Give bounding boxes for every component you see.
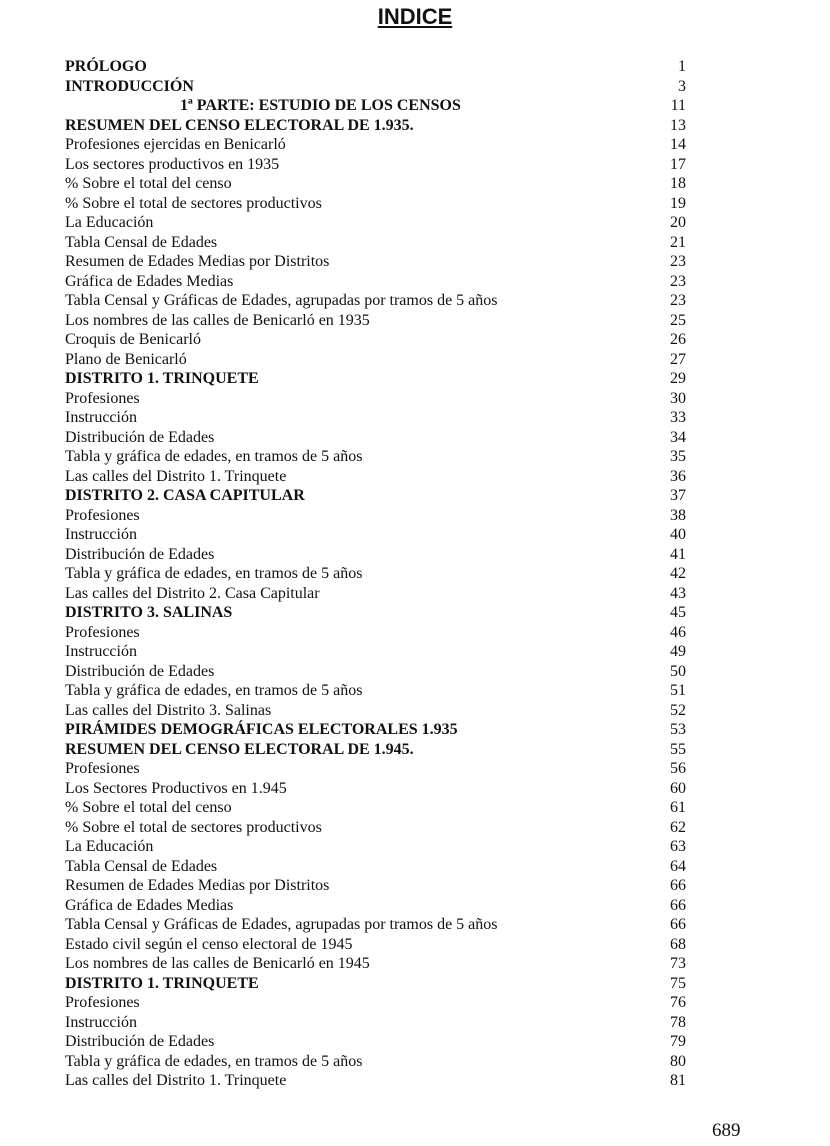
toc-entry-page: 79 [670,1033,686,1050]
toc-entry [0,876,830,896]
toc-entry-page: 73 [670,955,686,972]
toc-entry-title: INTRODUCCIÓN [65,77,194,95]
toc-entry [0,1052,830,1072]
toc-entry [0,798,830,818]
table-of-contents [0,57,830,1091]
toc-entry-title: La Educación [65,214,154,231]
toc-entry [0,1013,830,1033]
toc-entry [0,116,830,136]
toc-entry [0,486,830,506]
toc-entry [0,662,830,682]
toc-entry [0,330,830,350]
toc-entry [0,272,830,292]
toc-entry [0,740,830,760]
toc-entry [0,623,830,643]
toc-entry-page: 17 [670,155,686,173]
toc-entry-page: 25 [670,311,686,329]
toc-entry-title: DISTRITO 2. CASA CAPITULAR [65,487,305,504]
toc-entry-title: Las calles del Distrito 2. Casa Capitular [65,584,320,602]
toc-entry [0,213,830,233]
toc-entry-page: 37 [670,487,686,504]
toc-entry-page: 52 [670,701,686,719]
toc-entry-page: 51 [670,682,686,699]
toc-entry-title: Distribución de Edades [65,1033,215,1050]
toc-entry-title: Tabla Censal de Edades [65,233,218,251]
toc-entry [0,194,830,214]
toc-entry-title: Tabla y gráfica de edades, en tramos de 5 años [65,682,363,699]
toc-entry-page: 55 [670,740,686,758]
toc-entry-title: Croquis de Benicarló [65,331,201,348]
toc-entry-title: Resumen de Edades Medias por Distritos [65,253,330,270]
toc-entry-title: PIRÁMIDES DEMOGRÁFICAS ELECTORALES 1.935 [65,721,458,738]
toc-entry [0,428,830,448]
toc-entry-title: Distribución de Edades [65,662,215,680]
toc-entry [0,681,830,701]
toc-entry-page: 49 [670,643,686,660]
toc-entry-page: 23 [670,253,686,270]
toc-entry [0,369,830,389]
toc-entry [0,1071,830,1091]
toc-entry [0,954,830,974]
toc-entry-title: DISTRITO 3. SALINAS [65,604,233,621]
toc-entry [0,603,830,623]
toc-entry-page: 50 [670,662,686,680]
toc-entry [0,837,830,857]
toc-entry-page: 19 [670,194,686,212]
toc-entry [0,564,830,584]
toc-entry [0,233,830,253]
toc-entry-page: 66 [670,896,686,914]
toc-entry-title: RESUMEN DEL CENSO ELECTORAL DE 1.945. [65,740,414,758]
toc-entry-page: 66 [670,916,686,933]
toc-entry-page: 21 [670,233,686,251]
toc-entry-title: Instrucción [65,643,137,660]
toc-entry-title: Tabla y gráfica de edades, en tramos de 5 años [65,1052,363,1070]
toc-entry-page: 1 [678,58,686,75]
toc-entry-title: % Sobre el total del censo [65,175,232,192]
toc-entry-page: 81 [670,1072,686,1089]
toc-entry-page: 36 [670,467,686,485]
toc-entry-page: 30 [670,389,686,407]
toc-entry-title: Instrucción [65,526,137,543]
toc-entry-title: Profesiones [65,506,140,524]
page-title: INDICE [377,4,453,29]
toc-entry-title: % Sobre el total de sectores productivos [65,194,322,212]
toc-entry-page: 38 [670,506,686,524]
toc-entry-title: DISTRITO 1. TRINQUETE [65,974,259,992]
toc-entry-title: RESUMEN DEL CENSO ELECTORAL DE 1.935. [65,116,414,134]
toc-entry [0,506,830,526]
toc-entry-page: 26 [670,331,686,348]
toc-entry-title: Las calles del Distrito 3. Salinas [65,701,272,719]
toc-entry-title: % Sobre el total del censo [65,799,232,816]
toc-entry-title: Tabla Censal y Gráficas de Edades, agrupadas por tramos de 5 años [65,916,498,933]
toc-entry-title: Tabla Censal y Gráficas de Edades, agrupadas por tramos de 5 años [65,292,498,309]
toc-entry-title: Los Sectores Productivos en 1.945 [65,779,287,797]
toc-entry-title: Tabla y gráfica de edades, en tramos de 5 años [65,448,363,465]
toc-entry [0,252,830,272]
toc-entry-page: 76 [670,994,686,1011]
toc-entry-title: Distribución de Edades [65,545,215,563]
toc-entry-page: 61 [670,799,686,816]
toc-entry [0,311,830,331]
toc-entry-title: Estado civil según el censo electoral de 1945 [65,935,353,953]
toc-entry-title: Plano de Benicarló [65,350,187,368]
toc-entry-title: Las calles del Distrito 1. Trinquete [65,1072,287,1089]
toc-entry [0,720,830,740]
toc-entry [0,896,830,916]
toc-entry [0,759,830,779]
toc-entry [0,642,830,662]
toc-entry-page: 41 [670,545,686,563]
toc-entry [0,993,830,1013]
page-number: 689 [712,1120,741,1141]
toc-entry-title: Distribución de Edades [65,428,215,446]
toc-entry-page: 78 [670,1013,686,1031]
toc-entry-page: 23 [670,272,686,290]
toc-entry [0,96,830,116]
toc-entry [0,818,830,838]
toc-entry-page: 13 [670,116,686,134]
toc-entry-title: Los nombres de las calles de Benicarló en 1945 [65,955,370,972]
toc-entry-page: 46 [670,623,686,641]
toc-entry [0,525,830,545]
toc-entry-page: 56 [670,760,686,777]
toc-entry-title: % Sobre el total de sectores productivos [65,818,322,836]
toc-entry-page: 60 [670,779,686,797]
toc-entry [0,584,830,604]
toc-entry [0,1032,830,1052]
toc-entry-page: 63 [670,838,686,855]
toc-entry [0,291,830,311]
toc-entry-title: Instrucción [65,1013,137,1031]
toc-entry-page: 20 [670,214,686,231]
toc-entry [0,57,830,77]
toc-entry-page: 33 [670,409,686,426]
toc-entry-page: 23 [670,292,686,309]
toc-entry-title: Las calles del Distrito 1. Trinquete [65,467,287,485]
toc-entry [0,77,830,97]
toc-entry [0,408,830,428]
toc-entry-title: Profesiones ejercidas en Benicarló [65,136,286,153]
toc-entry-title: Profesiones [65,389,140,407]
toc-entry-title: Gráfica de Edades Medias [65,896,234,914]
toc-entry-title: Los nombres de las calles de Benicarló en 1935 [65,311,370,329]
toc-entry [0,350,830,370]
toc-entry [0,135,830,155]
toc-entry [0,155,830,175]
toc-entry-title: 1ª PARTE: ESTUDIO DE LOS CENSOS [180,97,461,114]
toc-entry-page: 40 [670,526,686,543]
toc-entry-page: 66 [670,877,686,894]
toc-entry-page: 29 [670,370,686,387]
toc-entry-title: Gráfica de Edades Medias [65,272,234,290]
toc-entry-title: Profesiones [65,760,140,777]
toc-entry [0,935,830,955]
toc-entry-page: 11 [670,97,686,114]
toc-entry-page: 62 [670,818,686,836]
toc-entry-title: La Educación [65,838,154,855]
toc-entry-page: 75 [670,974,686,992]
toc-entry-page: 45 [670,604,686,621]
toc-entry [0,467,830,487]
toc-entry-title: DISTRITO 1. TRINQUETE [65,370,259,387]
toc-entry-page: 34 [670,428,686,446]
toc-entry-page: 27 [670,350,686,368]
toc-entry-page: 53 [670,721,686,738]
toc-entry-page: 14 [670,136,686,153]
toc-entry [0,174,830,194]
toc-entry-title: Tabla y gráfica de edades, en tramos de 5 años [65,565,363,582]
toc-entry-page: 18 [670,175,686,192]
toc-entry-page: 35 [670,448,686,465]
toc-entry-page: 68 [670,935,686,953]
toc-entry [0,974,830,994]
toc-entry [0,389,830,409]
toc-entry-title: Resumen de Edades Medias por Distritos [65,877,330,894]
toc-entry [0,701,830,721]
toc-entry-page: 42 [670,565,686,582]
toc-entry-page: 3 [678,77,686,95]
toc-entry [0,915,830,935]
toc-entry [0,545,830,565]
toc-entry [0,857,830,877]
toc-entry-title: Profesiones [65,994,140,1011]
toc-entry-title: Instrucción [65,409,137,426]
toc-entry-title: PRÓLOGO [65,58,147,75]
toc-entry-page: 64 [670,857,686,875]
toc-entry-page: 80 [670,1052,686,1070]
toc-entry-title: Profesiones [65,623,140,641]
toc-entry-page: 43 [670,584,686,602]
toc-entry [0,447,830,467]
toc-entry-title: Tabla Censal de Edades [65,857,218,875]
toc-entry-title: Los sectores productivos en 1935 [65,155,280,173]
toc-entry [0,779,830,799]
